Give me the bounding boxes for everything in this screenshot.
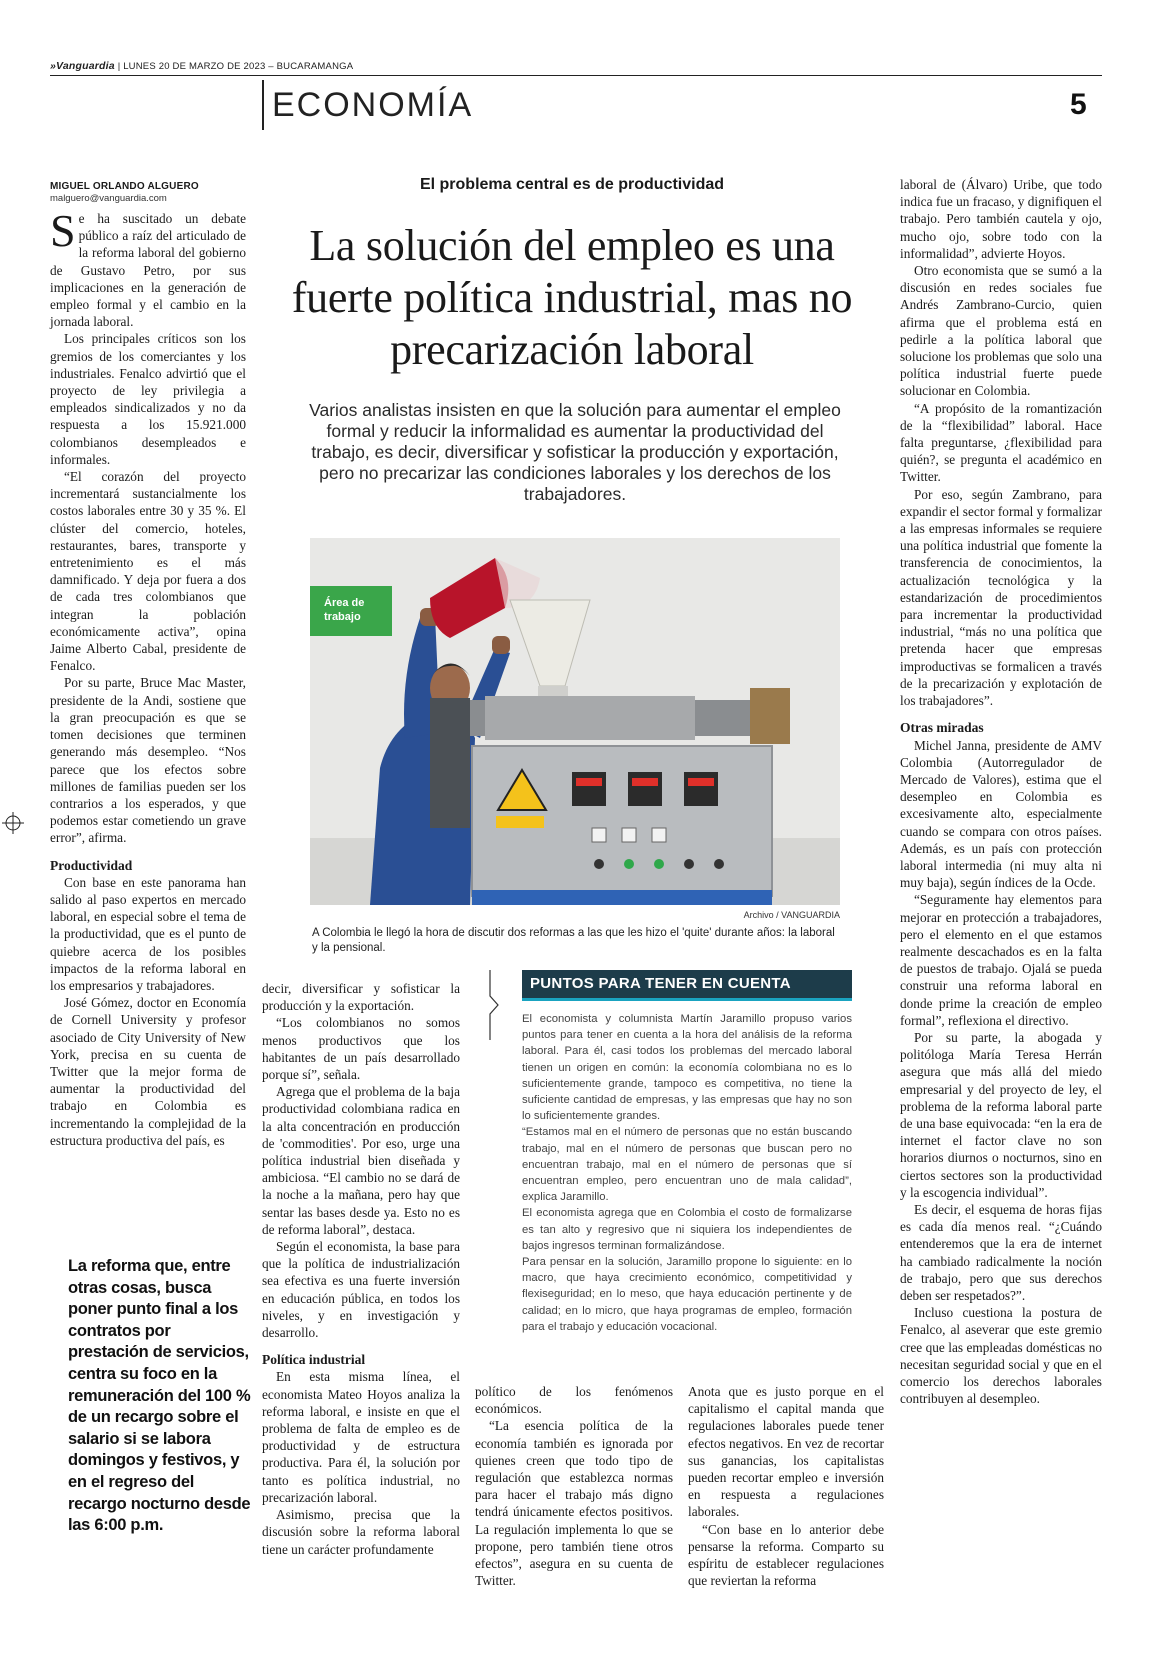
paragraph: El economista y columnista Martín Jaramillo propuso varios puntos para tener en cuenta a la hora del análisis de la reforma laboral. Para él, casi todos los problemas del mercado laboral tienen un origen en común: la economía colombiana no es lo suficientemente grande, tampoco es competitiva, no tiene la suficiente cantidad de empresas, y las empresas que hay no son lo suficientemente grandes. [522, 1013, 852, 1123]
registration-mark-icon [2, 812, 24, 834]
subheading-productividad: Productividad [50, 857, 133, 873]
paragraph: Según el economista, la base para que la política de industrialización sea efectiva es una fuerte inversión en educación pública, en todos los niveles, y en investigación y desarrollo. [262, 1239, 460, 1341]
die-head [750, 688, 790, 744]
paragraph: José Gómez, doctor en Economía de Cornell University y profesor asociado de City University of New York, precisa en su cuenta de Twitter que la mejor forma de aumentar la productividad del trabajo en Colombia es incrementando la complejidad de la estructura productiva del país, es [50, 995, 246, 1148]
paragraph: Incluso cuestiona la postura de Fenalco, al aseverar que este gremio cree que las empleadas domésticas no necesitan seguridad social y que en el comercio los derechos laborales contribuyen al desempleo. [900, 1305, 1102, 1407]
machine-photo-illustration [310, 538, 840, 905]
paragraph: “Estamos mal en el número de personas que no están buscando trabajo, mal en el número de personas que buscan pero no encuentran trabajo, mal en el número de personas que sí encuentran empleo, pero encuentran uno de mala calidad”, explica Jaramillo. [522, 1126, 852, 1204]
subheading-politica-industrial: Política industrial [262, 1352, 366, 1368]
sidebar-box [522, 970, 852, 1335]
sign-text-line2: trabajo [324, 611, 361, 623]
paragraph: Con base en este panorama han salido al paso expertos en mercado laboral, en especial sobre el tema de la productividad, que es el punto de quiebre acerca de los posibles impactos de la reforma laboral en los empresarios y trabajadores. [50, 874, 246, 993]
article-standfirst: Varios analistas insisten en que la solución para aumentar el empleo formal y reducir la informalidad es aumentar la productividad del trabajo, es decir, diversificar y sofisticar la producción y exportación, pero no precarizar las condiciones laborales y los derechos de los trabajadores. [309, 400, 841, 504]
paragraph: En esta misma línea, el economista Mateo Hoyos analiza la reforma laboral, e insiste en que el problema de falta de empleo es de productividad y de estructura productiva. Para él, la solución por tanto es política industrial, no precarización laboral. [262, 1369, 460, 1505]
paragraph: El economista agrega que en Colombia el costo de formalizarse es tan alto y regresivo que ni siquiera los independientes de bajos ingresos terminan formalizándose. [522, 1207, 852, 1252]
paragraph: “Con base en lo anterior debe pensarse la reforma. Comparto su espíritu de establecer regulaciones que reviertan la reforma [688, 1521, 884, 1589]
temperature-gauge [684, 772, 718, 806]
article-column-middle-3 [688, 1383, 884, 1589]
paragraph: Se ha suscitado un debate público a raíz del articulado de la reforma laboral del gobierno de Gustavo Petro, por sus implicaciones en la generación de empleo formal y el cambio en la jornada laboral. [50, 205, 246, 330]
sign-text-line1: Área de [324, 597, 365, 609]
byline-email: malguero@vanguardia.com [50, 193, 167, 204]
photo-credit: Archivo / VANGUARDIA [743, 910, 840, 920]
byline-name: MIGUEL ORLANDO ALGUERO [50, 181, 199, 192]
paragraph: Es decir, el esquema de horas fijas es cada día menos real. “¿Cuándo entenderemos que la era de internet ha cambiado radicalmente la noción de trabajo, pero que sus derechos deben ser respetados?”. [900, 1201, 1102, 1303]
masthead [50, 60, 1102, 76]
brand-logo: »Vanguardia [50, 60, 115, 72]
article-column-middle-1 [262, 980, 460, 1558]
sidebar-box-title: PUNTOS PARA TENER EN CUENTA [522, 970, 852, 1001]
paragraph: Por su parte, la abogada y politóloga María Teresa Herrán asegura que más allá del miedo empresarial y del proyecto de ley, el problema de la reforma laboral parte de una base equivocada: “en la era de internet el factor clave no son horarios diurnos o nocturnos, sino en ciertos sectores son la productividad y la escogencia individual”. [900, 1029, 1102, 1200]
paragraph: Agrega que el problema de la baja productividad colombiana radica en la alta concentración en producción de 'commodities'. Por eso, urge una política industrial bien diseñada y ambiciosa. “El cambio no se dará de la noche a la mañana, pero hay que sentar las bases desde ya. Esto no es de reforma laboral”, destaca. [262, 1084, 460, 1237]
paragraph: “La esencia política de la economía también es ignorada por quienes creen que todo tipo de regulación que establezca normas para hacer el trabajo más digno tendrá únicamente efectos positivos. La regulación implementa lo que se propone, pero también tiene otros efectos”, asegura en su cuenta de Twitter. [475, 1418, 673, 1589]
paragraph: decir, diversificar y sofisticar la producción y la exportación. [262, 981, 460, 1014]
paragraph: Otro economista que se sumó a la discusión en redes sociales fue Andrés Zambrano-Curcio, quien afirma que el problema está en pedirle a la política laboral que solucione los problemas que solo una política industrial fuerte puede solucionar en Colombia. [900, 263, 1102, 399]
paragraph: Por su parte, Bruce Mac Master, presidente de la Andi, sostiene que la gran preocupación es que se tomen decisiones que terminen generando más desempleo. “Nos parece que los efectos sobre millones de familias pueden ser los contrarios a los esperados, y que podemos estar cometiendo un grave error”, afirma. [50, 675, 246, 846]
photo-caption: A Colombia le llegó la hora de discutir dos reformas a las que les hizo el 'quite' durante años: la laboral y la pensional. [312, 927, 835, 954]
article-column-middle-2 [475, 1383, 673, 1589]
paragraph: “A propósito de la romantización de la “flexibilidad” laboral. Hace falta preguntarse, ¿flexibilidad para quién?, se pregunta el académico en Twitter. [900, 400, 1102, 485]
pull-quote: La reforma que, entre otras cosas, busca poner punto final a los contratos por prestación de servicios, centra su foco en la remuneración del 100 % de un recargo sobre el salario si se labora domingos y festivos, y en el regreso del recargo nocturno desde las 6:00 p.m. [68, 1257, 251, 1535]
paragraph: político de los fenómenos económicos. [475, 1384, 673, 1417]
sidebar-box-body [522, 1011, 852, 1335]
paragraph: laboral de (Álvaro) Uribe, que todo indica fue un fracaso, y dignifiquen el trabajo. Pero también cautela y ojo, mucho ojo, sobre todo con la informalidad”, advierte Hoyos. [900, 177, 1102, 261]
article-photo [310, 538, 840, 905]
box-bracket-icon [488, 970, 502, 1040]
paragraph: Anota que es justo porque en el capitalismo el capital manda que regulaciones laborales puede tener efectos negativos. En vez de recortar sus ganancias, los capitalistas pueden recortar empleo e inversión en respuesta a regulaciones laborales. [688, 1384, 884, 1520]
paragraph: “Los colombianos no somos menos productivos que los habitantes de un país desarrollado porque sí”, señala. [262, 1015, 460, 1083]
article-column-right [900, 176, 1102, 1407]
article-headline: La solución del empleo es una fuerte política industrial, mas no precarización laboral [291, 221, 853, 374]
article-kicker: El problema central es de productividad [419, 176, 725, 193]
paragraph: “El corazón del proyecto incrementará sustancialmente los costos laborales entre 30 y 35 %. El clúster del comercio, hoteles, restaurantes, bares, transporte y entretenimiento es el más damnificado. Y deja por fuera a dos de cada tres colombianos que integran la población económicamente activa”, opina Jaime Alberto Cabal, presidente de Fenalco. [50, 469, 246, 674]
temperature-gauge [628, 772, 662, 806]
temperature-gauge [572, 772, 606, 806]
paragraph: Por eso, según Zambrano, para expandir el sector formal y formalizar a las empresas informales se requiere una política industrial que fomente la transferencia de conocimientos, la actualización tecnológica y la estandarización de procedimientos para incrementar la productividad industrial, “más no una política que pretenda hacer que empresas improductivas se formalicen a través de la precarización y explotación de los trabajadores”. [900, 486, 1102, 709]
section-title: ECONOMÍA [272, 86, 474, 124]
dateline: | LUNES 20 DE MARZO DE 2023 – BUCARAMANGA [117, 61, 354, 72]
section-divider [262, 80, 264, 130]
paragraph: Michel Janna, presidente de AMV Colombia (Autorregulador de Mercado de Valores), estima que el desempleo en Colombia es excesivamente alto, especialmente cuando se compara con otros países. Además, es un país con protección laboral intermedia (ni muy alta ni muy baja), según índices de la Ocde. [900, 737, 1102, 891]
paragraph: Asimismo, precisa que la discusión sobre la reforma laboral tiene un carácter profundamente [262, 1507, 460, 1557]
paragraph: Para pensar en la solución, Jaramillo propone lo siguiente: en lo macro, que haya crecimiento económico, competitividad y flexiseguridad; en lo meso, que haya educación pertinente y de calidad; en lo micro, que haya programas de empleo, formación para el trabajo y educación vocacional. [522, 1256, 852, 1333]
paragraph: “Seguramente hay elementos para mejorar en protección a trabajadores, pero el elemento en el que estamos realmente descachados es en la falta de puestos de trabajo. Ojalá se pueda construir una reforma laboral en donde prime la creación de empleo formal”, reflexiona el directivo. [900, 892, 1102, 1028]
article-column-left [50, 205, 246, 1149]
page-number: 5 [1070, 88, 1087, 121]
paragraph: Los principales críticos son los gremios de los comerciantes y los industriales. Fenalco advirtió que el proyecto de ley privilegia a empleados sindicalizados y no da respuesta a los 15.921.000 colombianos desempleados e informales. [50, 331, 246, 467]
subheading-otras-miradas: Otras miradas [900, 720, 984, 736]
